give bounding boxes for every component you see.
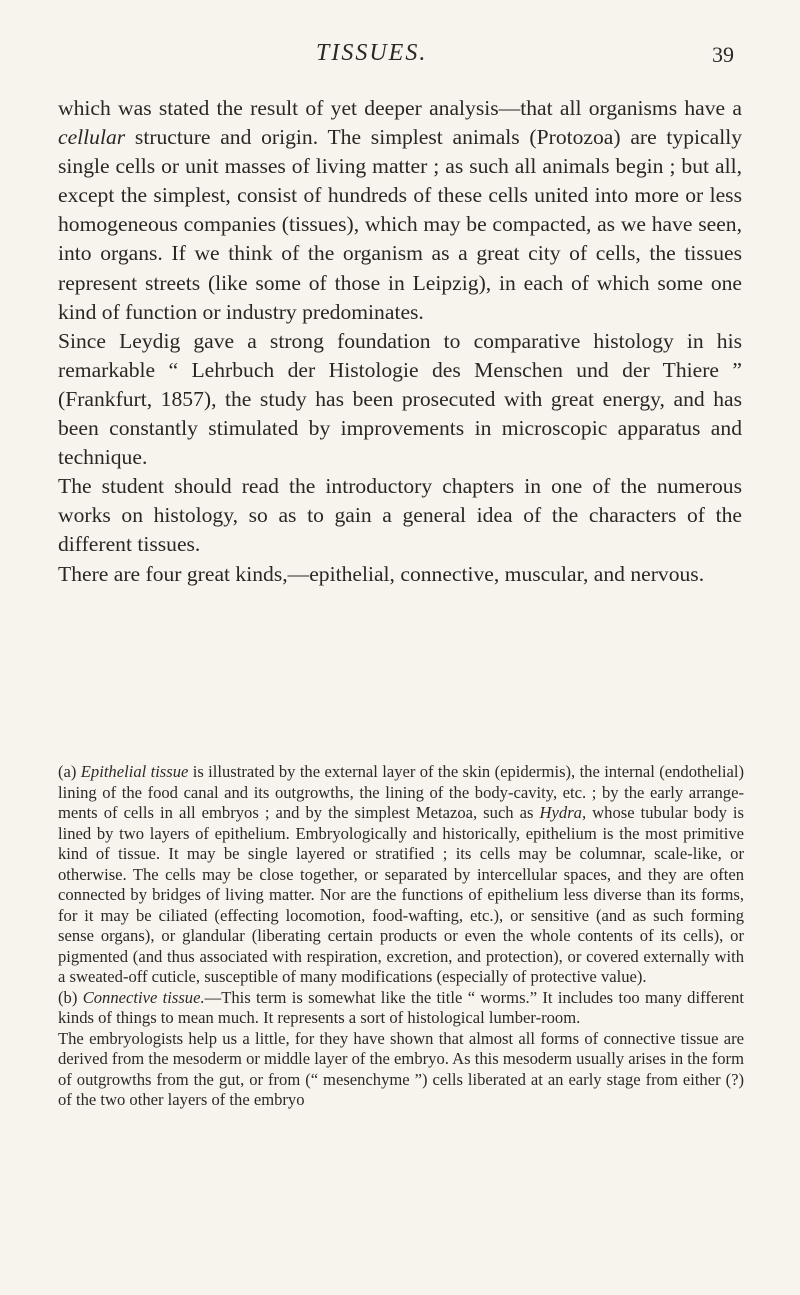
page-number: 39 [712, 42, 734, 67]
note-embryologists: The embryologists help us a little, for they have shown that almost all forms of connective tissue are derived from the mesoderm or middle layer of the embryo. As this mesoderm usually arises in the form of outgrowths from the gut, or from (“ mesenchyme ”) cells liberated at an early stage from either (?) of the two other layers of the embryo [58, 1028, 744, 1109]
note-heading-epithelial: Epithelial tissue [80, 762, 189, 781]
paragraph-four-kinds: There are four great kinds,—epithelial, connective, muscular, and nervous. [58, 561, 705, 586]
emphasis-cellular: cellular [58, 125, 126, 150]
note-label: (b) [58, 987, 78, 1007]
paragraph-text: which was stated the result of yet deeper analysis—that all organisms have a [58, 96, 742, 120]
paragraph-cellular-structure [58, 94, 742, 327]
note-text: is illustrated by the external layer of the skin (epidermis), the internal (endothelial) lining of the food canal and its outgrowths, the lining of the body-cavity, etc. ; by the early arrangements of cells in all embryos ; and by the simplest Metazoa, such as [58, 762, 744, 822]
paragraph-student: The student should read the introductory chapters in one of the numerous works on histology, so as to gain a general idea of the characters of the different tissues. [58, 474, 742, 557]
note-text: —This term is somewhat like the title “ worms.” It includes too many different kinds of things to mean much. It represents a sort of histological lumber-room. [58, 987, 745, 1027]
paragraph-leydig: Since Leydig gave a strong foundation to comparative histology in his remarkable “ Lehrbuch der Histologie des Menschen und der Thiere ” (Frankfurt, 1857), the study has been prosecuted with great energy, and has been constantly stimulated by improvements in microscopic apparatus and technique. [58, 328, 742, 470]
paragraph-text: structure and origin. The simplest animals (Protozoa) are typically single cells or unit masses of living matter ; as such all animals begin ; but all, except the simplest, consist of hundreds of these cells united into more or less homogeneous companies (tissues), which may be compacted, as we have seen, into organs. If we think of the organism as a great city of cells, the tissues represent streets (like some of those in Leipzig), in each of which some one kind of function or industry predominates. [58, 125, 742, 324]
note-connective [58, 988, 744, 1029]
note-text: whose tubular body is lined by two layers of epithelium. Embryologically and historically, epithelium is the most primitive kind of tissue. It may be single layered or stratified ; its cells may be columnar, scale-like, or otherwise. The cells may be close together, or separated by intercellular spaces, and they are often connected by bridges of living matter. Nor are the functions of epithelium less diverse than its forms, for it may be ciliated (effecting locomotion, food-wafting, etc.), or sensitive (and as such forming sense organs), or glandular (liberating certain products or even the whole contents of its cells), or pigmented (and thus associated with respiration, excretion, and protection), or covered externally with a sweated-off cuticle, susceptible of many modifications (especially of protective value). [58, 803, 744, 986]
note-epithelial [58, 762, 744, 988]
running-head [0, 40, 800, 70]
main-text [58, 94, 742, 589]
note-label: (a) [58, 762, 77, 781]
running-title: TISSUES. [316, 40, 428, 66]
notes-section [58, 762, 744, 1111]
emphasis-hydra: Hydra, [539, 803, 587, 822]
note-heading-connective: Connective tissue. [82, 987, 205, 1007]
